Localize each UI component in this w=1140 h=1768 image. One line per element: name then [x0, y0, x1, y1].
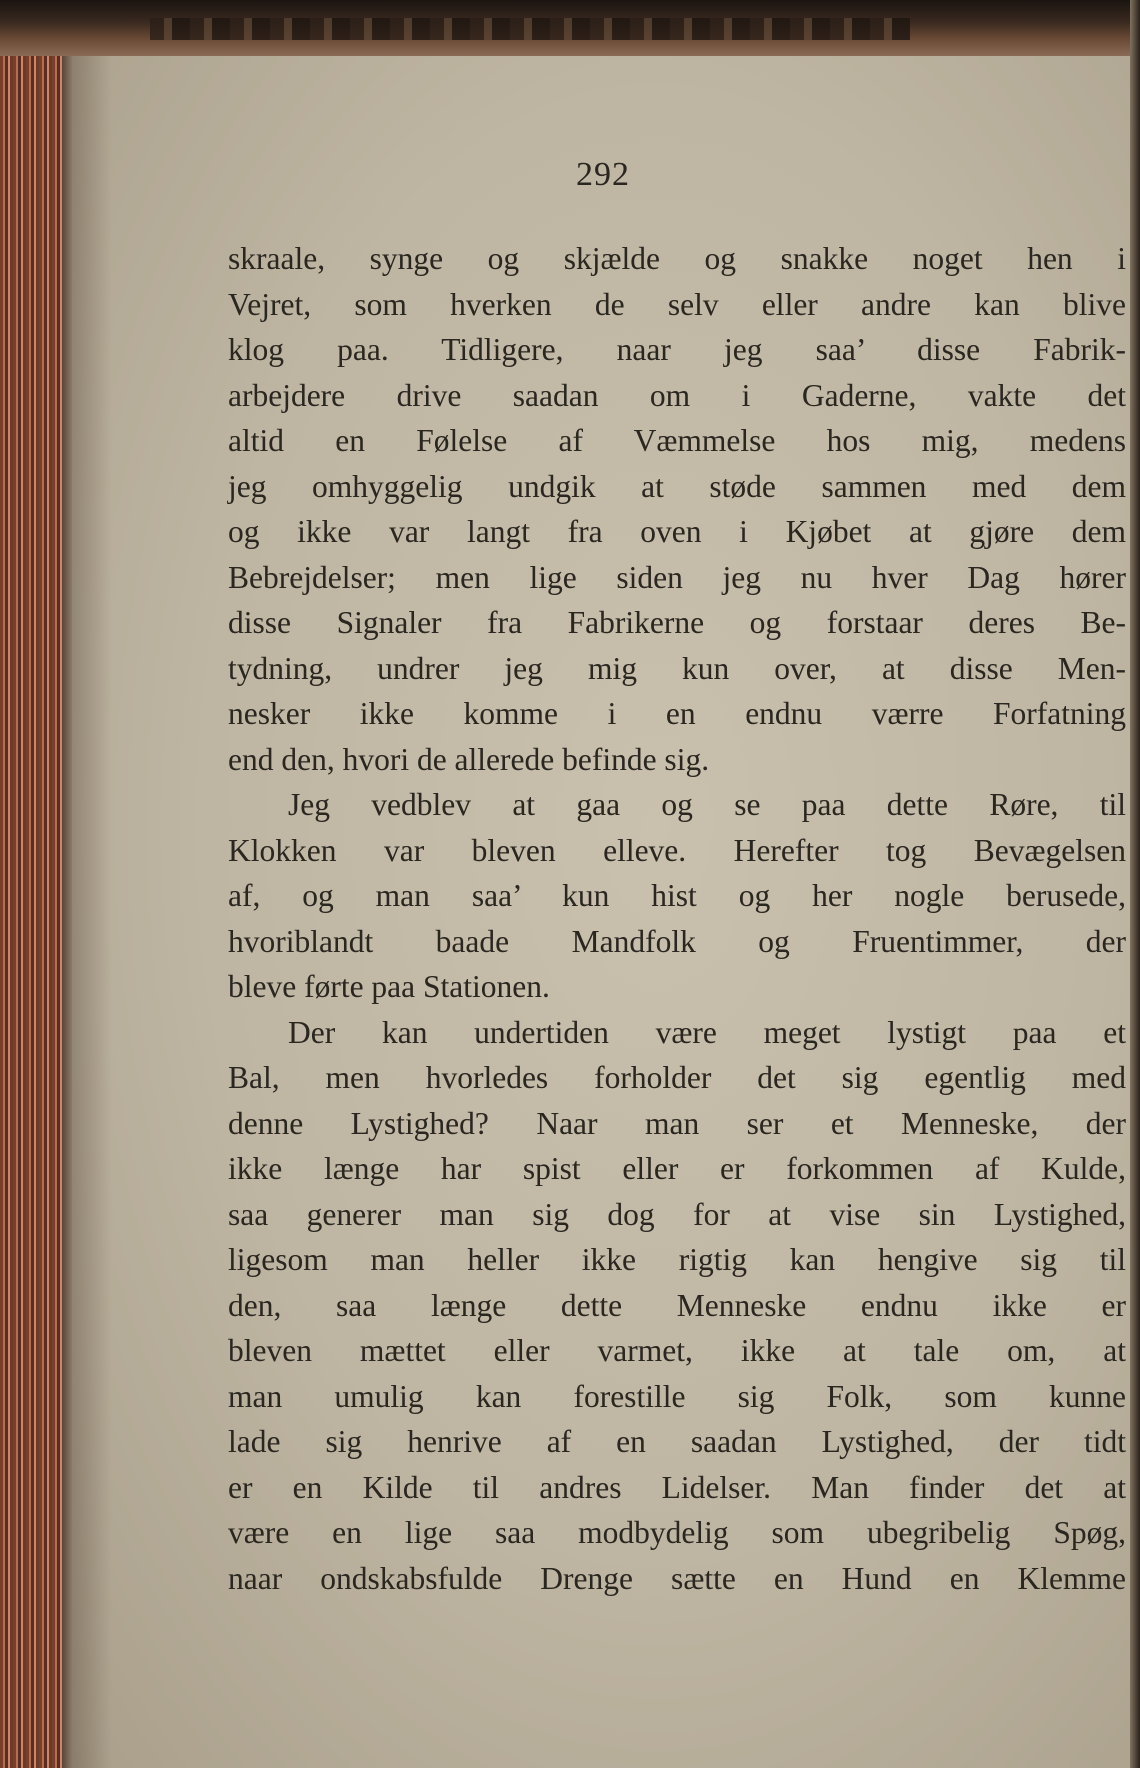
- text-line: denne Lystighed? Naar man ser et Menneske, der: [228, 1105, 1126, 1141]
- text-line: disse Signaler fra Fabrikerne og forstaar deres Be-: [228, 605, 1126, 640]
- text-line: end den, hvori de allerede befinde sig.: [228, 741, 710, 777]
- text-line: saa generer man sig dog for at vise sin Lystighed,: [228, 1196, 1126, 1232]
- text-line: tydning, undrer jeg mig kun over, at disse Men-: [228, 650, 1126, 686]
- text-line: være en lige saa modbydelig som ubegribelig Spøg,: [228, 1515, 1126, 1550]
- text-line: Bebrejdelser; men lige siden jeg nu hver Dag hører: [228, 559, 1126, 595]
- text-line: arbejdere drive saadan om i Gaderne, vakte det: [228, 377, 1126, 413]
- text-line: hvoriblandt baade Mandfolk og Fruentimmer, der: [228, 923, 1126, 959]
- text-line: Jeg vedblev at gaa og se paa dette Røre, til: [288, 787, 1126, 822]
- text-line: og ikke var langt fra oven i Kjøbet at gjøre dem: [228, 514, 1126, 549]
- text-line: ligesom man heller ikke rigtig kan hengive sig til: [228, 1242, 1126, 1277]
- text-line: bleve førte paa Stationen.: [228, 969, 550, 1004]
- page-number: 292: [576, 156, 630, 193]
- text-line: Bal, men hvorledes forholder det sig egentlig med: [228, 1060, 1126, 1095]
- text-line: nesker ikke komme i en endnu værre Forfatning: [228, 696, 1126, 731]
- text-line: ikke længe har spist eller er forkommen af Kulde,: [228, 1151, 1126, 1186]
- text-line: lade sig henrive af en saadan Lystighed, der tidt: [228, 1424, 1126, 1459]
- text-line: af, og man saa’ kun hist og her nogle berusede,: [228, 878, 1126, 913]
- text-line: Der kan undertiden være meget lystigt paa et: [288, 1014, 1126, 1050]
- text-line: er en Kilde til andres Lidelser. Man finder det at: [228, 1469, 1126, 1505]
- text-line: klog paa. Tidligere, naar jeg saa’ disse Fabrik-: [228, 332, 1126, 367]
- book-page: [72, 56, 1134, 1768]
- book-top-edge: [0, 0, 1140, 56]
- book-right-edge: [1130, 0, 1140, 1768]
- text-line: bleven mættet eller varmet, ikke at tale om, at: [228, 1333, 1126, 1368]
- text-line: man umulig kan forestille sig Folk, som kunne: [228, 1378, 1126, 1414]
- text-line: altid en Følelse af Væmmelse hos mig, medens: [228, 423, 1126, 458]
- text-line: skraale, synge og skjælde og snakke noget hen i: [228, 241, 1126, 276]
- text-line: Vejret, som hverken de selv eller andre kan blive: [228, 286, 1126, 322]
- text-line: naar ondskabsfulde Drenge sætte en Hund en Klemme: [228, 1560, 1126, 1596]
- text-line: Klokken var bleven elleve. Herefter tog Bevægelsen: [228, 832, 1126, 868]
- page-edges: [0, 56, 72, 1768]
- text-line: jeg omhyggelig undgik at støde sammen med dem: [228, 468, 1126, 504]
- text-line: den, saa længe dette Menneske endnu ikke er: [228, 1287, 1126, 1323]
- text-body: [228, 236, 1126, 1601]
